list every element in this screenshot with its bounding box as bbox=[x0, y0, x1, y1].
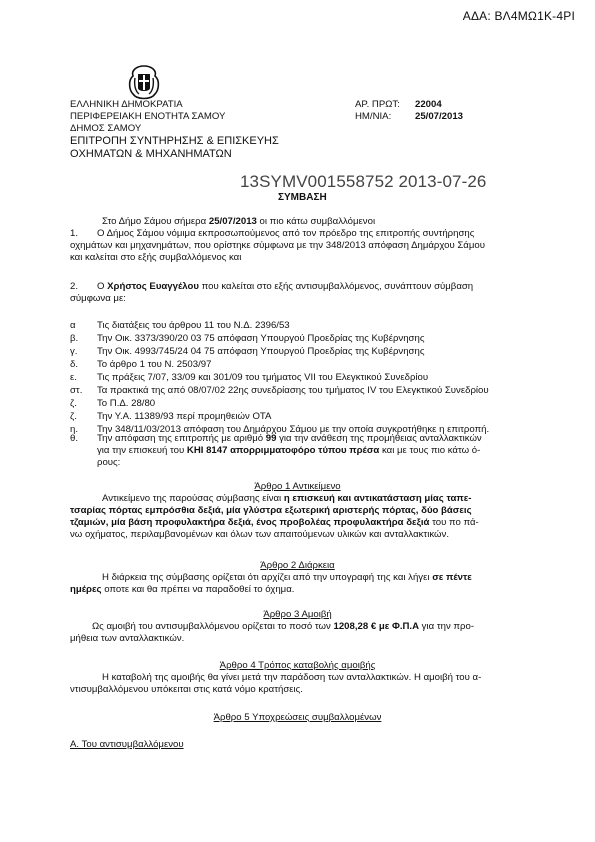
article-heading: Άρθρο 3 Αμοιβή bbox=[263, 609, 332, 620]
article-heading: Άρθρο 2 Διάρκεια bbox=[260, 560, 335, 571]
issuer-line: ΠΕΡΙΦΕΡΕΙΑΚΗ ΕΝΟΤΗΤΑ ΣΑΜΟΥ bbox=[70, 111, 226, 122]
article-heading: Άρθρο 1 Αντικείμενο bbox=[254, 481, 341, 492]
hellenic-emblem-icon bbox=[127, 64, 161, 102]
protocol-block bbox=[355, 99, 463, 123]
article-4: Άρθρο 4 Τρόπος καταβολής αμοιβής Η καταβολή της αμοιβής θα γίνει μετά την παράδοση των ανταλλακτικών. Η αμοιβή του α- ντισυμβαλλόμενου υπόκειται στις κατά νόμο κρατήσεις. bbox=[70, 660, 482, 695]
protocol-number: 22004 bbox=[415, 99, 442, 110]
party-1: 1. Ο Δήμος Σάμου νόμιμα εκπροσωπούμενος από τον πρόεδρο της επιτροπής συντήρησης οχημάτων και μηχανημάτων, που ορίστηκε σύμφωνα με την 348/2013 απόφαση Δημάρχου Σάμου και καλείται στο εξής συμβαλλόμενος και bbox=[70, 228, 485, 263]
article-heading: Άρθρο 5 Υποχρεώσεις συμβαλλομένων bbox=[213, 712, 382, 723]
party-2: 2. Ο Χρήστος Ευαγγέλου που καλείται στο εξής αντισυμβαλλόμενος, συνάπτουν σύμβαση σύμφωνα με: bbox=[70, 281, 474, 304]
article-3: Άρθρο 3 Αμοιβή Ως αμοιβή του αντισυμβαλλόμενου ορίζεται το ποσό των 1208,28 € με Φ.Π.Α για την προ- μήθεια των ανταλλακτικών. bbox=[70, 609, 475, 644]
issuer-line: ΔΗΜΟΣ ΣΑΜΟΥ bbox=[70, 123, 142, 134]
committee-line: ΟΧΗΜΑΤΩΝ & ΜΗΧΑΝΗΜΑΤΩΝ bbox=[70, 148, 232, 160]
issuer-header bbox=[70, 99, 279, 161]
committee-line: ΕΠΙΤΡΟΠΗ ΣΥΝΤΗΡΗΣΗΣ & ΕΠΙΣΚΕΥΗΣ bbox=[70, 135, 279, 147]
legal-basis-list: α Τις διατάξεις του άρθρου 11 του Ν.Δ. 2396/53 β. Την Οικ. 3373/390/20 03 75 απόφαση Υπουργού Προεδρίας της Κυβέρνησης γ. Την Οικ. 4993/745/24 04 75 απόφαση Υπουργού Προεδρίας της Κυβέρνησης δ. Το άρθρο 1 του Ν. 2503/97 ε. Τις πράξεις 7/07, 33/09 και 301/09 του τμήματος VII του Ελεγκτικού Συνεδρίου στ. Τα πρακτικά της από 08/07/02 22ης συνεδρίασης του τμήματος IV του Ελεγκτικού Συνεδρίου ζ. Το Π.Δ. 28/80 ζ. Την Υ.Α. 11389/93 περί προμηθειών ΟΤΑ η. Την 348/11/03/2013 απόφαση του Δημάρχου Σάμου με την οποία συγκροτήθηκε η επιτροπή. bbox=[70, 320, 490, 435]
intro-line: Στο Δήμο Σάμου σήμερα 25/07/2013 οι πιο κάτω συμβαλλόμενοι bbox=[102, 216, 376, 227]
document-title: ΣΥΜΒΑΣΗ bbox=[278, 192, 327, 203]
protocol-label: ΑΡ. ΠΡΩΤ: bbox=[355, 99, 400, 110]
list-item-theta: θ. Την απόφαση της επιτροπής με αριθμό 99 για την ανάθεση της προμήθειας ανταλλακτικών για την επισκευή του ΚΗΙ 8147 απορριμματοφόρο τύπου πρέσα και με τους πιο κάτω ό- ρους: bbox=[70, 433, 482, 468]
ada-code: ΑΔΑ: ΒΛ4ΜΩ1Κ-4ΡΙ bbox=[462, 9, 575, 23]
article-2: Άρθρο 2 Διάρκεια Η διάρκεια της σύμβασης ορίζεται ότι αρχίζει από την υπογραφή της και λήγει σε πέντε ημέρες οποτε και θα πρέπει να παραδοθεί το όχημα. bbox=[70, 560, 472, 595]
section-a: Α. Του αντισυμβαλλόμενου bbox=[70, 739, 184, 750]
issuer-line: ΕΛΛΗΝΙΚΗ ΔΗΜΟΚΡΑΤΙΑ bbox=[70, 99, 183, 110]
contractor-name: Χρήστος Ευαγγέλου bbox=[107, 281, 199, 292]
document-date: 25/07/2013 bbox=[415, 111, 464, 122]
article-5 bbox=[70, 712, 525, 724]
vehicle-reference: ΚΗΙ 8147 απορριμματοφόρο τύπου πρέσα bbox=[186, 445, 380, 456]
date-label: ΗΜ/ΝΙΑ: bbox=[355, 111, 392, 122]
article-1: Άρθρο 1 Αντικείμενο Αντικείμενο της παρούσας σύμβασης είναι η επισκευή και αντικατάσταση μίας ταπε- τσαρίας πόρτας εμπρόσθια δεξιά, μία γλύστρα εξωτερική αριστερής πόρτας, δύο βάσεις τζαμιών, μία βάση προφυλακτήρα δεξιά, ένος προβολέας προφυλακτήρα δεξιά του πο πά- νω οχήματος, περιλαμβανομένων και όλων των απαιτούμενων υλικών και ανταλλακτικών. bbox=[70, 481, 479, 540]
article-heading: Άρθρο 4 Τρόπος καταβολής αμοιβής bbox=[219, 660, 376, 671]
contract-amount: 1208,28 € με Φ.Π.Α bbox=[333, 621, 420, 632]
document-stamp-code: 13SYMV001558752 2013-07-26 bbox=[240, 172, 487, 191]
